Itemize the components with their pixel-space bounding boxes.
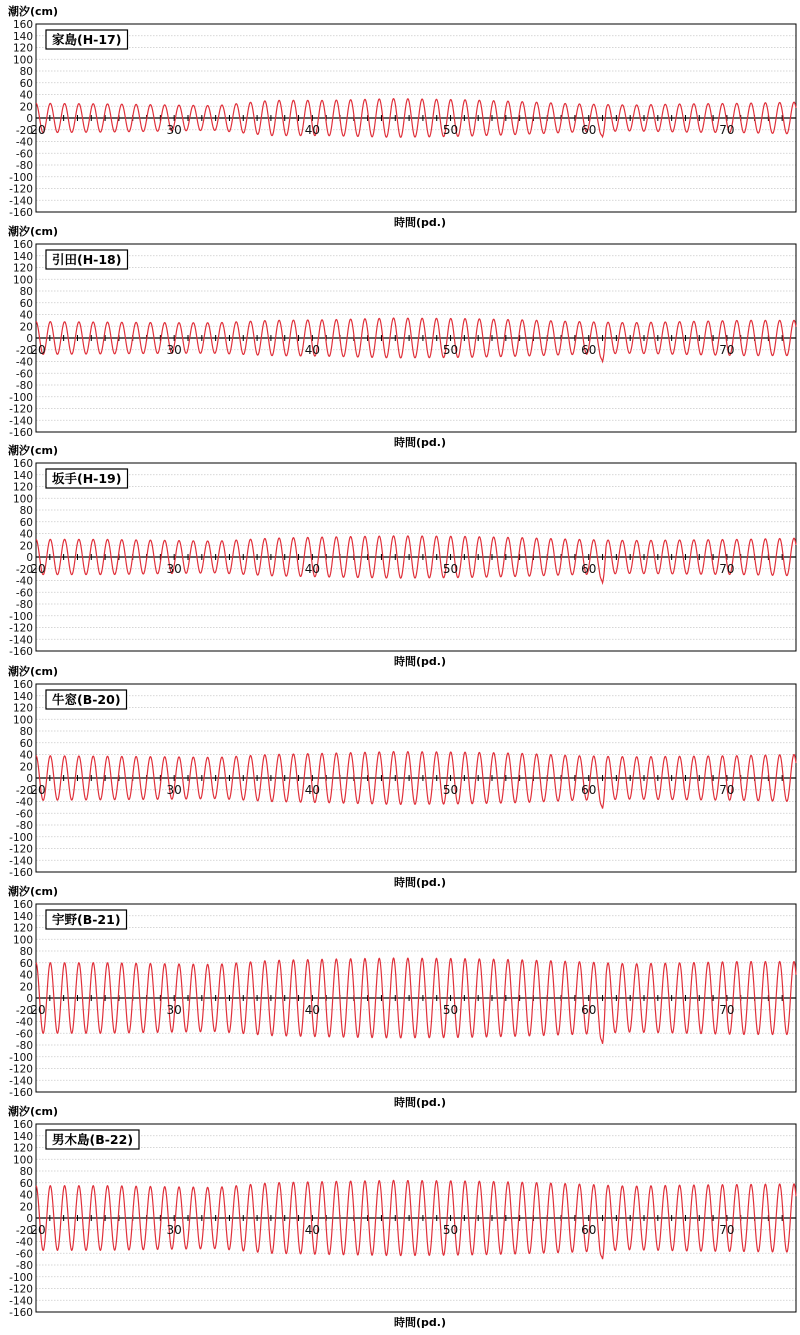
- y-tick-label: -60: [15, 148, 33, 161]
- y-tick-label: -120: [9, 1063, 33, 1076]
- station-label: [46, 469, 128, 488]
- y-tick-label: -20: [15, 1004, 33, 1017]
- tide-chart-panel: [7, 664, 796, 889]
- x-tick-label: 30: [166, 343, 182, 357]
- station-label-text: 男木島(B-22): [52, 1132, 134, 1147]
- x-axis-label: 時間(pd.): [394, 1096, 446, 1109]
- x-tick-label: 70: [719, 783, 735, 797]
- y-axis-label: 潮汐(cm): [8, 5, 59, 18]
- y-tick-label: 60: [19, 516, 33, 529]
- y-tick-label: 40: [19, 969, 33, 982]
- y-tick-label: 100: [12, 714, 33, 727]
- y-tick-label: -120: [9, 622, 33, 635]
- y-tick-label: 0: [26, 993, 33, 1005]
- station-label: [46, 250, 128, 269]
- y-tick-label: -20: [15, 563, 33, 576]
- tide-chart-panel: [7, 884, 796, 1109]
- x-tick-label: 40: [304, 1223, 321, 1237]
- y-tick-label: -60: [15, 1028, 33, 1041]
- x-axis-label: 時間(pd.): [394, 1316, 446, 1329]
- y-tick-label: -100: [9, 171, 33, 184]
- y-tick-label: -120: [9, 843, 33, 856]
- x-tick-label: 20: [30, 562, 46, 576]
- y-tick-label: 140: [12, 30, 33, 43]
- x-tick-label: 70: [719, 562, 735, 576]
- y-tick-label: 120: [12, 702, 33, 715]
- x-axis-label: 時間(pd.): [394, 216, 446, 229]
- y-tick-label: -40: [15, 1236, 33, 1249]
- x-tick-label: 40: [304, 1003, 321, 1017]
- y-tick-label: -160: [9, 867, 33, 879]
- y-tick-label: -80: [15, 820, 33, 832]
- y-tick-label: 0: [26, 113, 33, 125]
- y-tick-label: -100: [9, 1051, 33, 1064]
- y-tick-label: -160: [9, 646, 33, 658]
- y-tick-label: -40: [15, 796, 33, 809]
- y-tick-label: 40: [19, 89, 33, 102]
- y-tick-label: -80: [15, 599, 33, 611]
- y-tick-label: -140: [9, 195, 33, 208]
- y-tick-label: 100: [12, 274, 33, 287]
- y-tick-label: 100: [12, 1154, 33, 1167]
- x-axis-label: 時間(pd.): [394, 876, 446, 889]
- y-tick-label: 160: [12, 19, 33, 31]
- y-tick-label: -100: [9, 391, 33, 404]
- x-tick-label: 40: [304, 783, 321, 797]
- y-tick-label: -100: [9, 1271, 33, 1284]
- x-tick-label: 70: [719, 1003, 735, 1017]
- tide-series-line: [36, 1180, 796, 1259]
- x-tick-label: 30: [166, 783, 182, 797]
- x-tick-label: 50: [442, 562, 459, 576]
- y-tick-label: -20: [15, 784, 33, 797]
- y-tick-label: 20: [19, 981, 33, 994]
- y-tick-label: 0: [26, 1213, 33, 1225]
- x-tick-label: 60: [581, 562, 597, 576]
- tide-series-line: [36, 958, 796, 1044]
- y-tick-label: 120: [12, 1142, 33, 1155]
- y-tick-label: -40: [15, 356, 33, 369]
- y-tick-label: -80: [15, 380, 33, 392]
- y-tick-label: -40: [15, 136, 33, 149]
- y-tick-label: 160: [12, 899, 33, 911]
- y-tick-label: 40: [19, 1189, 33, 1202]
- y-tick-label: -100: [9, 831, 33, 844]
- y-tick-label: 20: [19, 321, 33, 334]
- y-axis-label: 潮汐(cm): [8, 885, 59, 898]
- x-tick-label: 70: [719, 1223, 735, 1237]
- x-tick-label: 50: [442, 123, 459, 137]
- x-tick-label: 60: [581, 783, 597, 797]
- station-label-text: 牛窓(B-20): [52, 692, 121, 707]
- y-tick-label: 60: [19, 957, 33, 970]
- x-axis-label: 時間(pd.): [394, 436, 446, 449]
- x-tick-label: 40: [304, 562, 321, 576]
- y-tick-label: 40: [19, 309, 33, 322]
- y-tick-label: 60: [19, 1177, 33, 1190]
- y-tick-label: -140: [9, 1295, 33, 1308]
- x-tick-label: 20: [30, 343, 46, 357]
- y-axis-label: 潮汐(cm): [8, 225, 59, 238]
- y-tick-label: 100: [12, 934, 33, 947]
- x-tick-label: 40: [304, 343, 321, 357]
- y-tick-label: 20: [19, 1201, 33, 1214]
- y-tick-label: -140: [9, 415, 33, 428]
- y-tick-label: -120: [9, 403, 33, 416]
- tide-chart-panel: [7, 443, 796, 668]
- y-tick-label: 140: [12, 690, 33, 703]
- y-tick-label: -160: [9, 1307, 33, 1319]
- x-tick-label: 50: [442, 1223, 459, 1237]
- y-tick-label: 80: [19, 946, 33, 958]
- y-tick-label: 60: [19, 737, 33, 750]
- y-tick-label: 80: [19, 66, 33, 78]
- x-tick-label: 30: [166, 123, 182, 137]
- station-label-text: 宇野(B-21): [52, 912, 121, 927]
- x-tick-label: 60: [581, 1223, 597, 1237]
- y-tick-label: -160: [9, 207, 33, 219]
- y-tick-label: -80: [15, 1040, 33, 1052]
- station-label-text: 坂手(H-19): [52, 471, 122, 486]
- y-tick-label: -160: [9, 427, 33, 439]
- y-tick-label: 120: [12, 262, 33, 275]
- y-tick-label: 80: [19, 726, 33, 738]
- y-tick-label: 120: [12, 922, 33, 935]
- station-label: [46, 30, 128, 49]
- x-tick-label: 70: [719, 123, 735, 137]
- x-tick-label: 60: [581, 123, 597, 137]
- x-tick-label: 60: [581, 343, 597, 357]
- y-axis-label: 潮汐(cm): [8, 444, 59, 457]
- x-tick-label: 20: [30, 1223, 46, 1237]
- y-tick-label: -80: [15, 1260, 33, 1272]
- y-tick-label: 140: [12, 1130, 33, 1143]
- y-tick-label: -140: [9, 634, 33, 647]
- x-axis-label: 時間(pd.): [394, 655, 446, 668]
- x-tick-label: 50: [442, 783, 459, 797]
- y-tick-label: 20: [19, 540, 33, 553]
- y-tick-label: -80: [15, 160, 33, 172]
- y-tick-label: -60: [15, 587, 33, 600]
- y-tick-label: -60: [15, 1248, 33, 1261]
- station-label: [46, 910, 127, 929]
- x-tick-label: 50: [442, 343, 459, 357]
- tide-series-line: [36, 752, 796, 809]
- y-tick-label: 140: [12, 910, 33, 923]
- y-tick-label: 60: [19, 77, 33, 90]
- x-tick-label: 40: [304, 123, 321, 137]
- y-tick-label: 120: [12, 481, 33, 494]
- tide-series-line: [36, 536, 796, 583]
- y-tick-label: -20: [15, 1224, 33, 1237]
- y-tick-label: 100: [12, 54, 33, 67]
- y-tick-label: 60: [19, 297, 33, 310]
- y-tick-label: 160: [12, 458, 33, 470]
- y-tick-label: -60: [15, 808, 33, 821]
- y-tick-label: -20: [15, 124, 33, 137]
- x-tick-label: 30: [166, 1223, 182, 1237]
- y-tick-label: 100: [12, 493, 33, 506]
- y-tick-label: 160: [12, 1119, 33, 1131]
- y-tick-label: 0: [26, 773, 33, 785]
- y-tick-label: -20: [15, 344, 33, 357]
- y-tick-label: -60: [15, 368, 33, 381]
- y-tick-label: 40: [19, 749, 33, 762]
- y-tick-label: 0: [26, 552, 33, 564]
- x-tick-label: 30: [166, 1003, 182, 1017]
- station-label: [46, 1130, 139, 1149]
- y-tick-label: 80: [19, 505, 33, 517]
- y-tick-label: -120: [9, 1283, 33, 1296]
- y-tick-label: 80: [19, 1166, 33, 1178]
- tide-chart-panel: [7, 224, 796, 449]
- x-tick-label: 20: [30, 1003, 46, 1017]
- y-tick-label: 120: [12, 42, 33, 55]
- y-tick-label: 160: [12, 239, 33, 251]
- x-tick-label: 30: [166, 562, 182, 576]
- tide-chart-panel: [7, 1104, 796, 1329]
- x-tick-label: 20: [30, 123, 46, 137]
- y-tick-label: -120: [9, 183, 33, 196]
- x-tick-label: 60: [581, 1003, 597, 1017]
- y-tick-label: 40: [19, 528, 33, 541]
- y-axis-label: 潮汐(cm): [8, 665, 59, 678]
- y-tick-label: 160: [12, 679, 33, 691]
- tide-chart-panel: [7, 4, 796, 229]
- x-tick-label: 70: [719, 343, 735, 357]
- y-tick-label: 80: [19, 286, 33, 298]
- y-axis-label: 潮汐(cm): [8, 1105, 59, 1118]
- x-tick-label: 20: [30, 783, 46, 797]
- y-tick-label: 0: [26, 333, 33, 345]
- y-tick-label: -140: [9, 855, 33, 868]
- station-label-text: 家島(H-17): [52, 32, 122, 47]
- station-label-text: 引田(H-18): [52, 252, 122, 267]
- station-label: [46, 690, 127, 709]
- y-tick-label: -160: [9, 1087, 33, 1099]
- y-tick-label: 20: [19, 761, 33, 774]
- tide-series-line: [36, 318, 796, 361]
- y-tick-label: -140: [9, 1075, 33, 1088]
- y-tick-label: -40: [15, 1016, 33, 1029]
- y-tick-label: -40: [15, 575, 33, 588]
- y-tick-label: 140: [12, 469, 33, 482]
- y-tick-label: -100: [9, 610, 33, 623]
- y-tick-label: 140: [12, 250, 33, 263]
- x-tick-label: 50: [442, 1003, 459, 1017]
- y-tick-label: 20: [19, 101, 33, 114]
